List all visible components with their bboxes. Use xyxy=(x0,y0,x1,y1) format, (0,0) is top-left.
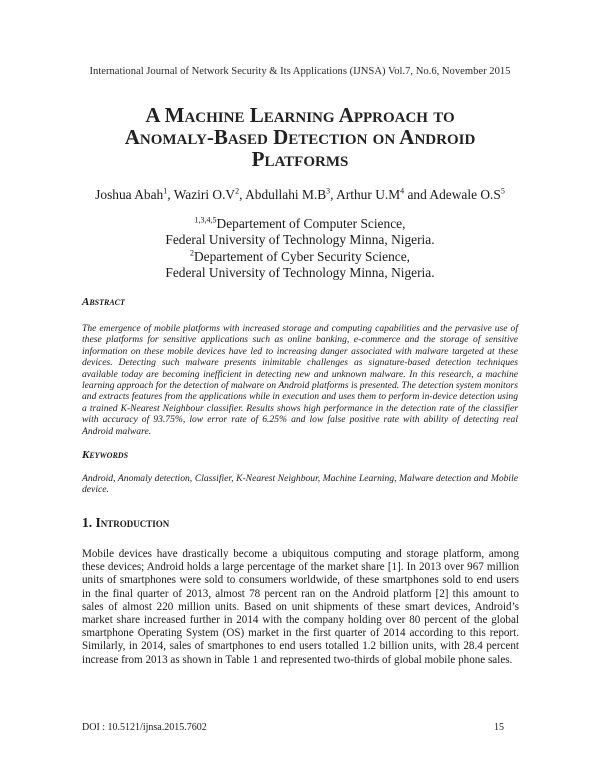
author-superscript: 4 xyxy=(400,186,405,196)
affiliation-1-line-1 xyxy=(60,216,540,232)
running-header: International Journal of Network Security & Its Applications (IJNSA) Vol.7, No.6, November 2015 xyxy=(89,66,511,77)
abstract-heading: Abstract xyxy=(82,296,125,308)
affiliation-superscript: 1,3,4,5 xyxy=(194,215,217,225)
footer-doi: DOI : 10.5121/ijnsa.2015.7602 xyxy=(82,722,207,733)
keywords-text: Android, Anomaly detection, Classifier, K-Nearest Neighbour, Machine Learning, Malware detection and Mobile device. xyxy=(82,473,518,496)
author-superscript: 5 xyxy=(500,186,505,196)
author-name: Abdullahi M.B xyxy=(245,187,327,202)
separator: , xyxy=(330,187,337,202)
section-title: Introduction xyxy=(95,515,170,530)
author-name: Waziri O.V xyxy=(173,187,236,202)
separator: , xyxy=(167,187,174,202)
title-line-2: Anomaly-Based Detection on Android xyxy=(124,125,476,149)
affiliation-2-line-2: Federal University of Technology Minna, Nigeria. xyxy=(165,265,435,281)
affiliation-2-line-1 xyxy=(60,249,540,265)
author-superscript: 2 xyxy=(235,186,240,196)
affiliations xyxy=(60,216,540,282)
author-name: Joshua Abah xyxy=(95,187,164,202)
affiliation-1-line-2: Federal University of Technology Minna, Nigeria. xyxy=(165,232,435,248)
author-superscript: 1 xyxy=(163,186,168,196)
author-name: Arthur U.M xyxy=(336,187,401,202)
title-line-1: A Machine Learning Approach to xyxy=(145,103,455,127)
title-line-3: Platforms xyxy=(251,147,349,171)
affiliation-text: Departement of Computer Science, xyxy=(216,216,406,231)
section-number: 1. xyxy=(82,515,96,530)
paper-title xyxy=(60,104,540,170)
separator: , xyxy=(239,187,246,202)
author-superscript: 3 xyxy=(326,186,331,196)
introduction-heading xyxy=(82,515,169,531)
separator: and xyxy=(404,187,430,202)
author-name: Adewale O.S xyxy=(429,187,501,202)
abstract-text: The emergence of mobile platforms with increased storage and computing capabilities and the pervasive use of these platforms for sensitive applications such as online banking, e-commerce and the storage of sensitive information on these mobile devices have led to increasing danger associated with malware targeted at these devices. Detecting such malware presents inimitable challenges as signature-based detection techniques available today are becoming inefficient in detecting new and unknown malware. In this research, a machine learning approach for the detection of malware on Android platforms is presented. The detection system monitors and extracts features from the applications while in execution and uses them to perform in-device detection using a trained K-Nearest Neighbour classifier. Results shows high performance in the detection rate of the classifier with accuracy of 93.75%, low error rate of 6.25% and low false positive rate with ability of detecting real Android malware. xyxy=(82,323,518,437)
introduction-text: Mobile devices have drastically become a ubiquitous computing and storage platform, among these devices; Android holds a large percentage of the market share [1]. In 2013 over 967 million units of smartphones were sold to consumers worldwide, of these smartphones sold to end users in the final quarter of 2013, almost 78 percent ran on the Android platform [2] this amount to sales of almost 220 million units. Based on unit shipments of these smart devices, Android’s market share increased further in 2014 with the company holding over 80 percent of the global smartphone Operating System (OS) market in the first quarter of 2014 according to this report. Similarly, in 2014, sales of smartphones to end users totalled 1.2 billion units, with 28.4 percent increase from 2013 as shown in Table 1 and represented two-thirds of global mobile phone sales. xyxy=(82,548,519,666)
page-number: 15 xyxy=(494,722,504,733)
affiliation-text: Departement of Cyber Security Science, xyxy=(193,248,411,264)
affiliation-superscript: 2 xyxy=(189,248,194,258)
keywords-heading: Keywords xyxy=(82,449,129,461)
author-list xyxy=(40,187,560,203)
